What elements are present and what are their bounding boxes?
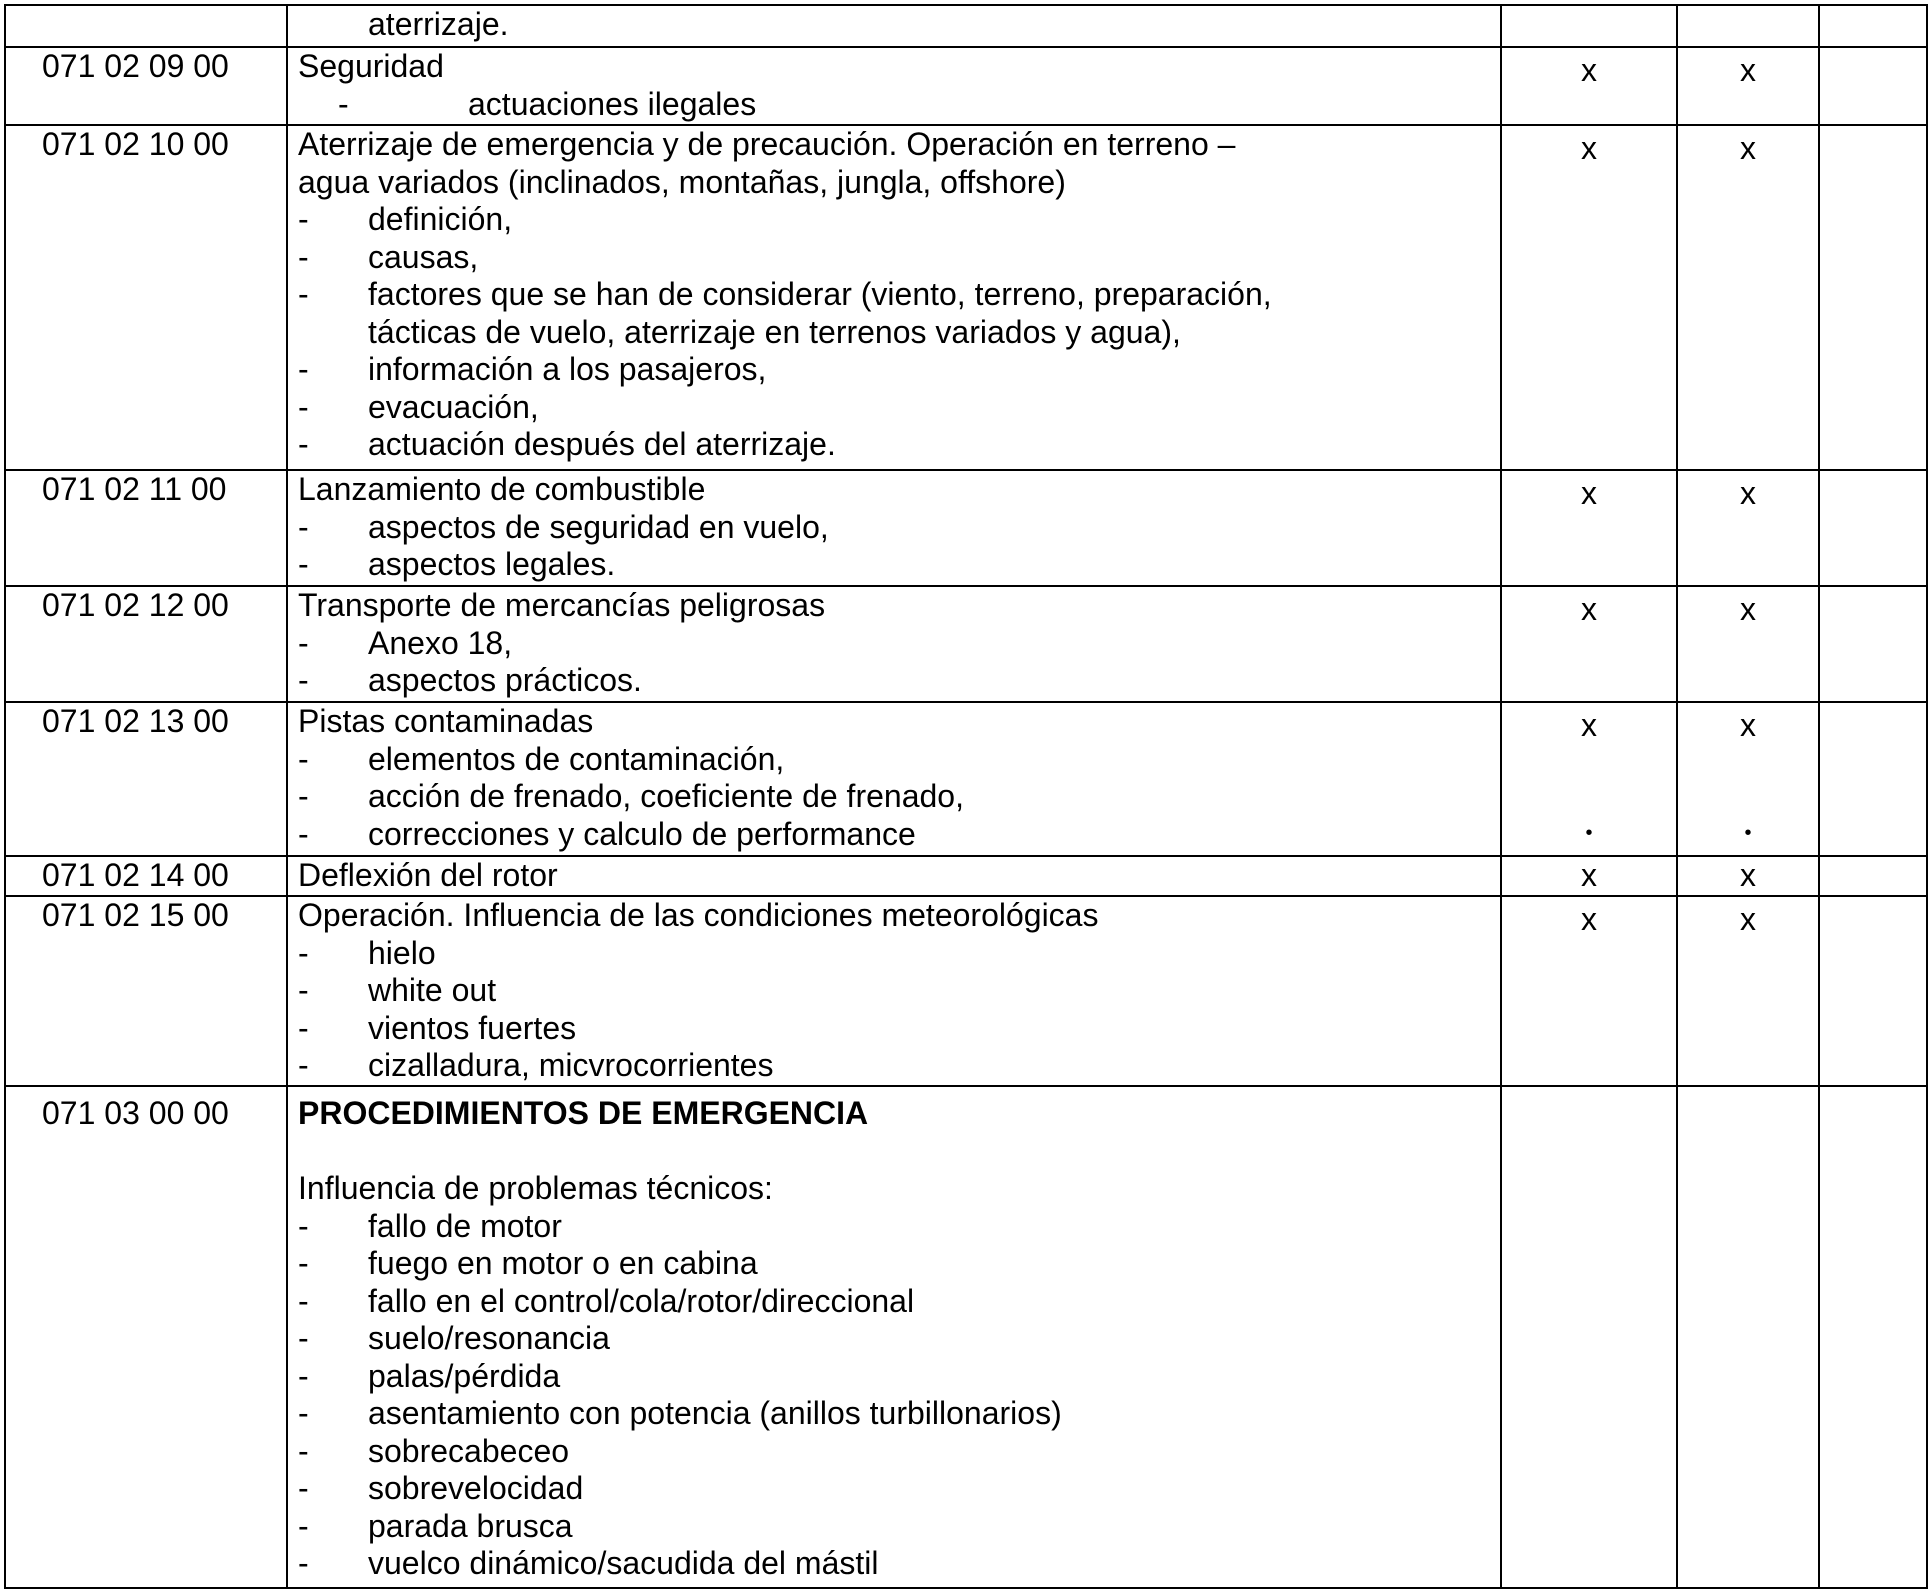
mark-cell (1677, 896, 1819, 1086)
list-item: - definición, (298, 201, 513, 237)
x-mark: x (1740, 707, 1756, 743)
mark-cell (1677, 1086, 1819, 1588)
mark-cell (1819, 856, 1927, 896)
mark-cell (1677, 470, 1819, 586)
mark-cell (1819, 896, 1927, 1086)
mark-cell (1501, 1086, 1677, 1588)
list-item: - actuaciones ilegales (338, 85, 757, 122)
mark-cell (1501, 702, 1677, 856)
mark-cell (1677, 47, 1819, 125)
list-item: - parada brusca (298, 1507, 573, 1544)
x-mark: x (1740, 475, 1756, 511)
mark-cell (1501, 47, 1677, 125)
row-code: 071 02 12 00 (5, 586, 287, 702)
x-mark: x (1740, 901, 1756, 937)
row-description (287, 125, 1501, 470)
mark-cell (1819, 5, 1927, 47)
row-description (287, 5, 1501, 47)
row-description (287, 856, 1501, 896)
section-heading: PROCEDIMIENTOS DE EMERGENCIA (298, 1095, 869, 1131)
list-item: - asentamiento con potencia (anillos turbillonarios) (298, 1395, 1062, 1431)
list-item: - elementos de contaminación, (298, 740, 785, 777)
mark-cell (1677, 702, 1819, 856)
mark-cell (1819, 47, 1927, 125)
row-description (287, 896, 1501, 1086)
x-mark: x (1740, 857, 1756, 893)
list-item: - sobrecabeceo (298, 1432, 570, 1469)
x-mark: x (1740, 52, 1756, 88)
list-item: - vientos fuertes (298, 1009, 577, 1046)
list-item: - acción de frenado, coeficiente de frenado, (298, 778, 964, 814)
list-item: - actuación después del aterrizaje. (298, 426, 836, 462)
row-title: Operación. Influencia de las condiciones meteorológicas (298, 897, 1099, 933)
list-item: - aspectos prácticos. (298, 662, 642, 698)
table-row (5, 1086, 1927, 1588)
row-title-cont: agua variados (inclinados, montañas, jungla, offshore) (298, 163, 1066, 200)
list-item: - cizalladura, micvrocorrientes (298, 1047, 774, 1083)
row-description (287, 586, 1501, 702)
x-mark: x (1740, 591, 1756, 627)
x-mark: x (1581, 130, 1597, 166)
list-item-cont: tácticas de vuelo, aterrizaje en terrenos variados y agua), (368, 313, 1181, 350)
row-title: Pistas contaminadas (298, 703, 594, 739)
row-code: 071 02 15 00 (5, 896, 287, 1086)
table-row (5, 5, 1927, 47)
mark-cell (1677, 125, 1819, 470)
x-mark: x (1581, 857, 1597, 893)
list-item: - hielo (298, 934, 436, 971)
continuation-text: aterrizaje. (368, 6, 509, 42)
mark-cell (1677, 856, 1819, 896)
section-intro: Influencia de problemas técnicos: (298, 1170, 773, 1206)
list-item: - palas/pérdida (298, 1357, 561, 1394)
mark-cell (1819, 702, 1927, 856)
syllabus-page (4, 4, 1926, 1588)
list-item: - causas, (298, 238, 479, 275)
x-mark: x (1740, 130, 1756, 166)
list-item: - factores que se han de considerar (viento, terreno, preparación, (298, 276, 1272, 312)
x-mark: x (1581, 475, 1597, 511)
list-item: - suelo/resonancia (298, 1320, 610, 1356)
mark-cell (1819, 125, 1927, 470)
list-item: - aspectos legales. (298, 546, 616, 582)
table-row (5, 586, 1927, 702)
row-code: 071 03 00 00 (5, 1086, 287, 1588)
bullet-mark: • (1744, 822, 1752, 844)
mark-cell (1819, 586, 1927, 702)
row-title: Transporte de mercancías peligrosas (298, 587, 826, 623)
mark-cell (1501, 586, 1677, 702)
list-item: - aspectos de seguridad en vuelo, (298, 508, 829, 545)
row-code: 071 02 11 00 (5, 470, 287, 586)
row-code: 071 02 13 00 (5, 702, 287, 856)
row-title: Deflexión del rotor (298, 857, 558, 893)
row-description (287, 702, 1501, 856)
x-mark: x (1581, 707, 1597, 743)
row-code: 071 02 10 00 (5, 125, 287, 470)
mark-cell (1819, 470, 1927, 586)
row-description (287, 47, 1501, 125)
mark-cell (1677, 586, 1819, 702)
mark-cell (1501, 5, 1677, 47)
mark-cell (1677, 5, 1819, 47)
row-title: Lanzamiento de combustible (298, 471, 706, 507)
table-row (5, 896, 1927, 1086)
row-title: Aterrizaje de emergencia y de precaución. Operación en terreno – (298, 126, 1236, 162)
row-title: Seguridad (298, 48, 444, 84)
list-item: - white out (298, 972, 497, 1008)
mark-cell (1819, 1086, 1927, 1588)
table-row (5, 47, 1927, 125)
mark-cell (1501, 125, 1677, 470)
row-code: 071 02 14 00 (5, 856, 287, 896)
mark-cell (1501, 470, 1677, 586)
row-description (287, 470, 1501, 586)
list-item: - evacuación, (298, 388, 539, 425)
syllabus-table (4, 4, 1928, 1589)
row-code: 071 02 09 00 (5, 47, 287, 125)
x-mark: x (1581, 52, 1597, 88)
row-code (5, 5, 287, 47)
list-item: - fallo en el control/cola/rotor/direccional (298, 1282, 915, 1319)
table-row (5, 125, 1927, 470)
bullet-mark: • (1585, 822, 1593, 844)
list-item: - información a los pasajeros, (298, 351, 767, 387)
list-item: - vuelco dinámico/sacudida del mástil (298, 1545, 879, 1581)
list-item: - fallo de motor (298, 1207, 562, 1244)
table-row (5, 470, 1927, 586)
list-item: - fuego en motor o en cabina (298, 1245, 758, 1281)
x-mark: x (1581, 901, 1597, 937)
row-description (287, 1086, 1501, 1588)
list-item: - sobrevelocidad (298, 1470, 584, 1506)
mark-cell (1501, 896, 1677, 1086)
mark-cell (1501, 856, 1677, 896)
list-item: - correcciones y calculo de performance (298, 815, 916, 852)
x-mark: x (1581, 591, 1597, 627)
table-row (5, 856, 1927, 896)
list-item: - Anexo 18, (298, 624, 513, 661)
table-row (5, 702, 1927, 856)
